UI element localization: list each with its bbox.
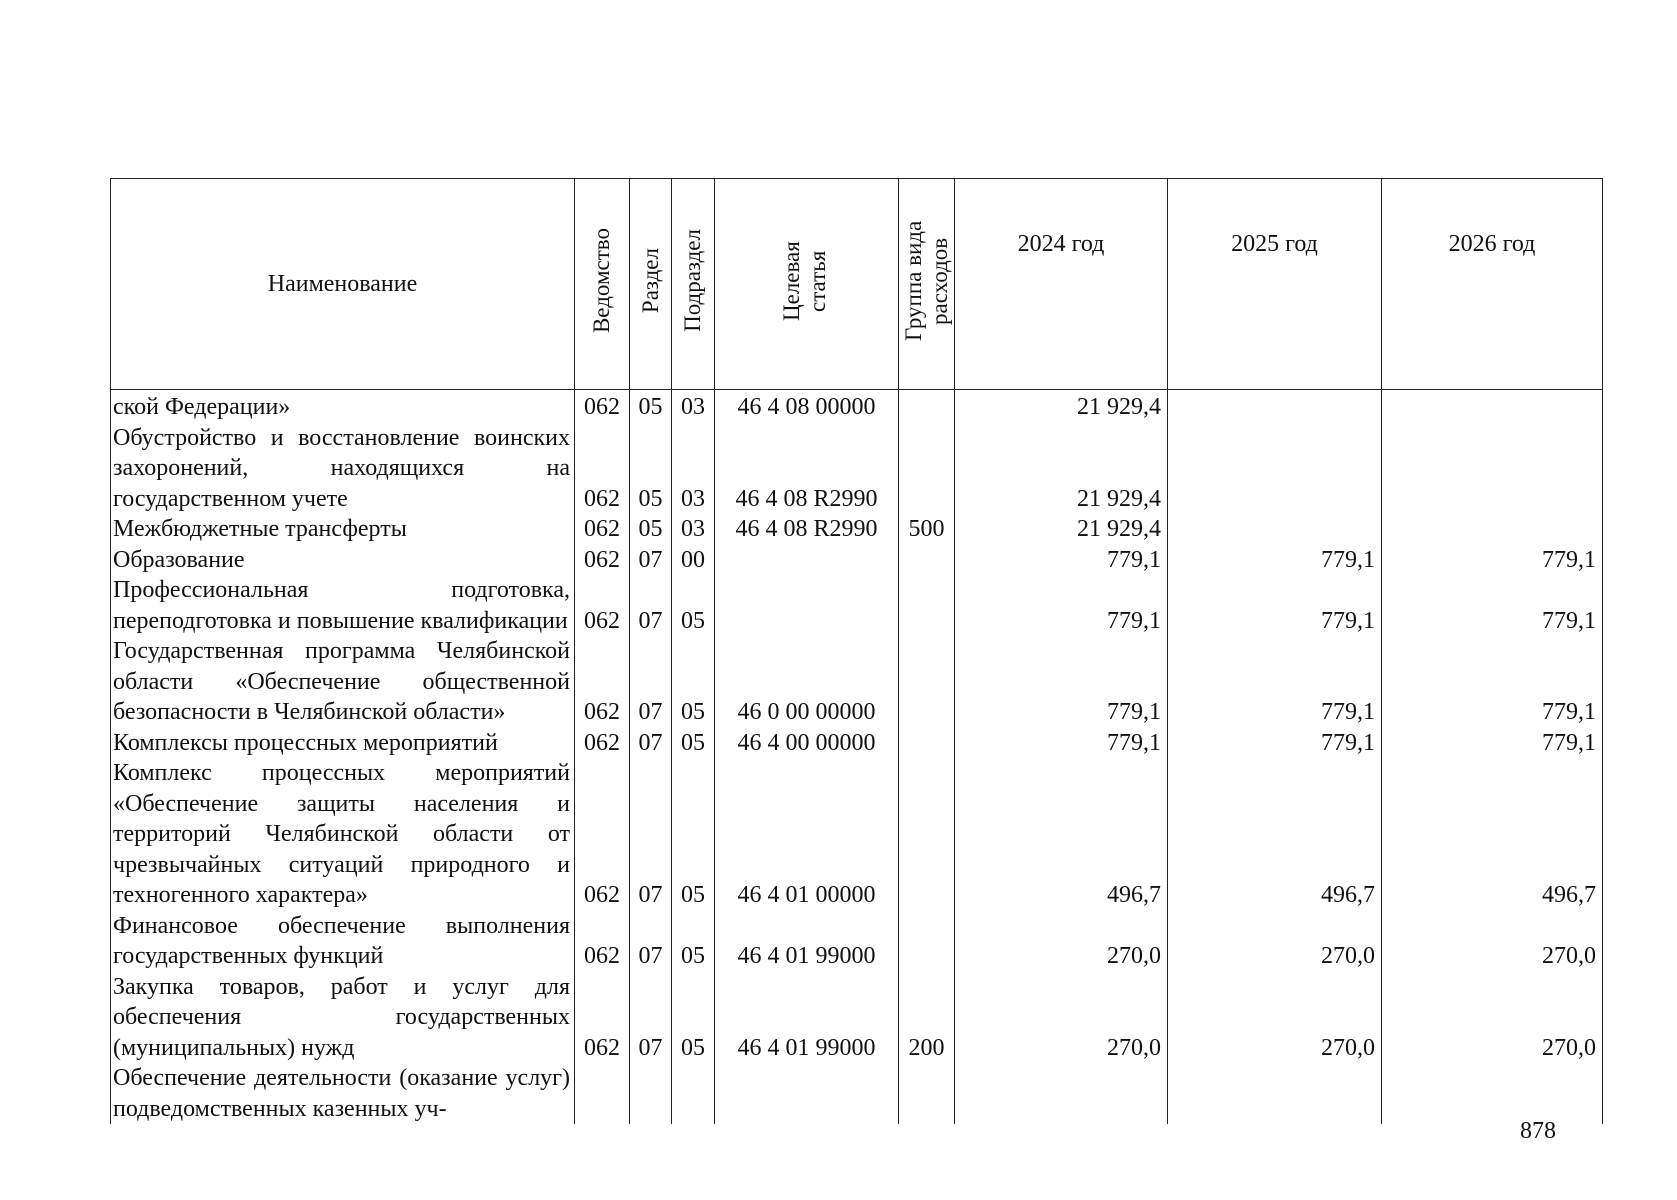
row-gruppa xyxy=(899,1063,955,1124)
row-2025: 779,1 xyxy=(1168,575,1382,636)
row-vedomstvo: 062 xyxy=(575,636,630,728)
row-podrazdel: 05 xyxy=(672,758,715,911)
row-2026: 779,1 xyxy=(1382,545,1603,576)
row-2024: 496,7 xyxy=(955,758,1168,911)
header-celevaya xyxy=(715,179,899,390)
row-gruppa: 200 xyxy=(899,972,955,1064)
table-row xyxy=(111,514,1603,545)
row-gruppa xyxy=(899,575,955,636)
row-2026 xyxy=(1382,390,1603,423)
header-razdel-label: Раздел xyxy=(637,247,663,314)
row-razdel: 07 xyxy=(630,636,672,728)
row-2026: 270,0 xyxy=(1382,972,1603,1064)
row-gruppa xyxy=(899,636,955,728)
row-2025: 779,1 xyxy=(1168,545,1382,576)
row-podrazdel: 00 xyxy=(672,545,715,576)
row-name: Профессиональная подготовка, переподготовка и повышение квалификации xyxy=(111,575,575,636)
row-razdel: 05 xyxy=(630,390,672,423)
header-podrazdel xyxy=(672,179,715,390)
table-row xyxy=(111,911,1603,972)
row-razdel: 05 xyxy=(630,514,672,545)
row-podrazdel: 03 xyxy=(672,423,715,515)
header-row xyxy=(111,179,1603,390)
row-2024 xyxy=(955,1063,1168,1124)
row-2026 xyxy=(1382,514,1603,545)
header-2025: 2025 год xyxy=(1168,179,1382,390)
row-vedomstvo: 062 xyxy=(575,390,630,423)
row-name: Обеспечение деятельности (оказание услуг) подведомственных казенных уч- xyxy=(111,1063,575,1124)
row-vedomstvo: 062 xyxy=(575,545,630,576)
row-podrazdel: 05 xyxy=(672,972,715,1064)
row-vedomstvo: 062 xyxy=(575,514,630,545)
row-vedomstvo: 062 xyxy=(575,972,630,1064)
row-celevaya: 46 4 01 99000 xyxy=(715,911,899,972)
row-vedomstvo xyxy=(575,1063,630,1124)
table-row xyxy=(111,1063,1603,1124)
row-name: Обустройство и восстановление воинских захоронений, находящихся на государственном учете xyxy=(111,423,575,515)
row-celevaya xyxy=(715,1063,899,1124)
row-podrazdel: 03 xyxy=(672,514,715,545)
table-row xyxy=(111,758,1603,911)
row-gruppa: 500 xyxy=(899,514,955,545)
table-row xyxy=(111,545,1603,576)
header-2026: 2026 год xyxy=(1382,179,1603,390)
row-2025: 270,0 xyxy=(1168,911,1382,972)
row-celevaya: 46 4 08 00000 xyxy=(715,390,899,423)
table-row xyxy=(111,575,1603,636)
row-celevaya: 46 4 08 R2990 xyxy=(715,514,899,545)
row-razdel: 05 xyxy=(630,423,672,515)
row-2024: 21 929,4 xyxy=(955,514,1168,545)
row-name: ской Федерации» xyxy=(111,390,575,423)
row-celevaya: 46 4 01 99000 xyxy=(715,972,899,1064)
header-podrazdel-label: Подраздел xyxy=(680,229,705,332)
row-2026: 779,1 xyxy=(1382,636,1603,728)
header-gruppa-label: Группа вида расходов xyxy=(900,220,952,341)
row-celevaya xyxy=(715,545,899,576)
row-razdel xyxy=(630,1063,672,1124)
table-body xyxy=(111,390,1603,1125)
row-podrazdel: 05 xyxy=(672,575,715,636)
table-row xyxy=(111,728,1603,759)
row-2025: 779,1 xyxy=(1168,636,1382,728)
row-2026: 779,1 xyxy=(1382,728,1603,759)
row-2024: 779,1 xyxy=(955,575,1168,636)
row-podrazdel: 05 xyxy=(672,728,715,759)
header-name: Наименование xyxy=(111,179,575,390)
header-vedomstvo-label: Ведомство xyxy=(589,227,614,334)
header-vedomstvo xyxy=(575,179,630,390)
row-2026: 496,7 xyxy=(1382,758,1603,911)
row-celevaya xyxy=(715,575,899,636)
row-2024: 270,0 xyxy=(955,972,1168,1064)
row-name: Государственная программа Челябинской области «Обеспечение общественной безопасности в Челябинской области» xyxy=(111,636,575,728)
row-gruppa xyxy=(899,423,955,515)
row-2024: 270,0 xyxy=(955,911,1168,972)
row-razdel: 07 xyxy=(630,728,672,759)
row-2024: 779,1 xyxy=(955,545,1168,576)
row-vedomstvo: 062 xyxy=(575,423,630,515)
row-2026: 779,1 xyxy=(1382,575,1603,636)
row-2025: 496,7 xyxy=(1168,758,1382,911)
header-razdel xyxy=(630,179,672,390)
row-celevaya: 46 4 00 00000 xyxy=(715,728,899,759)
row-2025 xyxy=(1168,1063,1382,1124)
table-row xyxy=(111,972,1603,1064)
row-razdel: 07 xyxy=(630,911,672,972)
row-2024: 21 929,4 xyxy=(955,423,1168,515)
row-gruppa xyxy=(899,728,955,759)
page-number: 878 xyxy=(1520,1118,1556,1144)
row-celevaya: 46 4 08 R2990 xyxy=(715,423,899,515)
row-gruppa xyxy=(899,390,955,423)
header-celevaya-label: Целевая статья xyxy=(778,240,830,321)
row-vedomstvo: 062 xyxy=(575,758,630,911)
table-row xyxy=(111,423,1603,515)
row-2026: 270,0 xyxy=(1382,911,1603,972)
row-2024: 779,1 xyxy=(955,636,1168,728)
row-2025 xyxy=(1168,514,1382,545)
row-razdel: 07 xyxy=(630,758,672,911)
row-vedomstvo: 062 xyxy=(575,575,630,636)
row-razdel: 07 xyxy=(630,575,672,636)
row-2026 xyxy=(1382,423,1603,515)
row-2025 xyxy=(1168,423,1382,515)
row-razdel: 07 xyxy=(630,545,672,576)
table-row xyxy=(111,636,1603,728)
row-vedomstvo: 062 xyxy=(575,911,630,972)
row-2025: 779,1 xyxy=(1168,728,1382,759)
row-name: Закупка товаров, работ и услуг для обеспечения государственных (муниципальных) нужд xyxy=(111,972,575,1064)
row-name: Комплексы процессных мероприятий xyxy=(111,728,575,759)
row-gruppa xyxy=(899,545,955,576)
row-2024: 779,1 xyxy=(955,728,1168,759)
row-vedomstvo: 062 xyxy=(575,728,630,759)
row-podrazdel: 03 xyxy=(672,390,715,423)
row-gruppa xyxy=(899,758,955,911)
row-name: Межбюджетные трансферты xyxy=(111,514,575,545)
row-celevaya: 46 0 00 00000 xyxy=(715,636,899,728)
row-gruppa xyxy=(899,911,955,972)
row-2026 xyxy=(1382,1063,1603,1124)
row-2025: 270,0 xyxy=(1168,972,1382,1064)
budget-table xyxy=(110,178,1603,1124)
row-2024: 21 929,4 xyxy=(955,390,1168,423)
row-razdel: 07 xyxy=(630,972,672,1064)
row-podrazdel: 05 xyxy=(672,911,715,972)
row-name: Образование xyxy=(111,545,575,576)
header-gruppa xyxy=(899,179,955,390)
row-podrazdel xyxy=(672,1063,715,1124)
row-name: Финансовое обеспечение выполнения государственных функций xyxy=(111,911,575,972)
row-podrazdel: 05 xyxy=(672,636,715,728)
row-celevaya: 46 4 01 00000 xyxy=(715,758,899,911)
row-2025 xyxy=(1168,390,1382,423)
table-row xyxy=(111,390,1603,423)
header-2024: 2024 год xyxy=(955,179,1168,390)
row-name: Комплекс процессных мероприятий «Обеспечение защиты населения и территорий Челябинской области от чрезвычайных ситуаций природного и техногенного характера» xyxy=(111,758,575,911)
